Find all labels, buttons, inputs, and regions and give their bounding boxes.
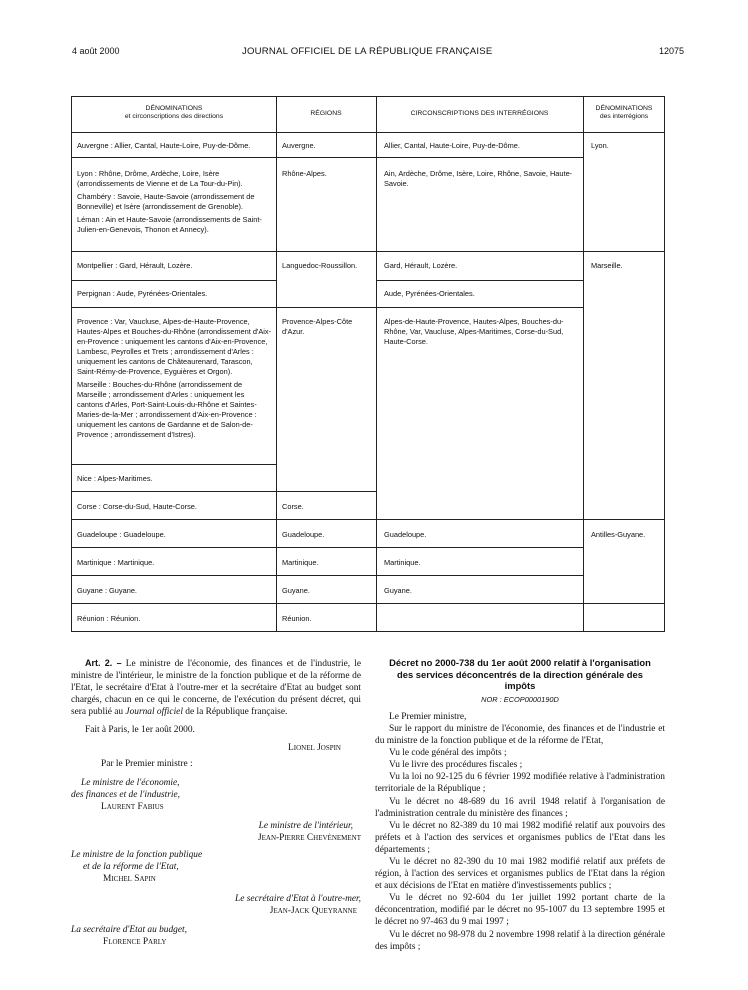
circ-aude: Aude, Pyrénées-Orientales.: [384, 289, 475, 298]
interregion-lyon: Lyon.: [591, 141, 609, 150]
row-divider: [72, 603, 664, 604]
decree-title: Décret no 2000-738 du 1er août 2000 relatif à l'organisation des services déconcentrés de la direction générale des impôts: [389, 657, 651, 692]
region-guyane: Guyane.: [282, 586, 310, 595]
visa-decret-92-604: Vu le décret no 92-604 du 1er juillet 1992 portant charte de la déconcentration, modifié par le décret no 95-1007 du 13 septembre 1995 et le décret no 97-463 du 9 mai 1997 ;: [375, 893, 665, 928]
circ-guyane: Guyane.: [384, 586, 412, 595]
right-column: [375, 657, 665, 953]
ministre-economie-line1: Le ministre de l'économie,: [81, 777, 180, 788]
cell-guadeloupe: Guadeloupe : Guadeloupe.: [77, 530, 166, 539]
circ-paca: Alpes-de-Haute-Provence, Hautes-Alpes, Bouches-du-Rhône, Var, Vaucluse, Alpes-Maritimes, Corse-du-Sud, Haute-Corse.: [384, 317, 564, 346]
signature-queyranne: Jean-Jack Queyranne: [269, 905, 357, 916]
row-divider: [72, 132, 664, 133]
column-divider: [276, 97, 277, 631]
decree-nor: NOR : ECOP0000190D: [481, 694, 559, 704]
header-title: JOURNAL OFFICIEL DE LA RÉPUBLIQUE FRANÇAISE: [242, 46, 493, 57]
cell-leman: Léman : Ain et Haute-Savoie (arrondissements de Saint-Julien-en-Genevois, Thonon et Annecy).: [77, 215, 262, 234]
interregion-marseille: Marseille.: [591, 261, 623, 270]
interregion-antilles-guyane: Antilles-Guyane.: [591, 530, 646, 539]
left-column: [71, 657, 361, 948]
header-page-number: 12075: [658, 46, 684, 56]
ministre-fonction-publique-line2: et de la réforme de l'Etat,: [83, 862, 179, 873]
visa-decret-98-978: Vu le décret no 98-978 du 2 novembre 1998 relatif à la direction générale des impôts ;: [375, 929, 665, 952]
running-header: [72, 46, 684, 60]
ministre-interieur: Le ministre de l'intérieur,: [258, 821, 353, 832]
circ-guadeloupe: Guadeloupe.: [384, 530, 427, 539]
visa-decret-48-689: Vu le décret no 48-689 du 16 avril 1948 relatif à l'organisation de l'administration centrale du ministère des finances ;: [375, 796, 665, 819]
circ-gard: Gard, Hérault, Lozère.: [384, 261, 458, 270]
cell-perpignan: Perpignan : Aude, Pyrénées-Orientales.: [77, 289, 208, 298]
signature-jospin: Lionel Jospin: [288, 742, 341, 753]
cell-reunion: Réunion : Réunion.: [77, 614, 141, 623]
row-divider: [72, 280, 276, 281]
cell-provence: Provence : Var, Vaucluse, Alpes-de-Haute-Provence, Hautes-Alpes et Bouches-du-Rhône (arrondissement d'Aix-en-Provence : uniquement les cantons d'Aix-en-Provence, Lambesc, Peyrolles et Trets ; arrondissement d'Arles : uniquement les cantons de Châteaurenard, Tarascon, Saint-Rémy-de-Provence, Eyguières et Orgon).: [77, 317, 272, 376]
header-regions: RÉGIONS: [310, 110, 342, 117]
cell-lyon-group: [77, 169, 272, 238]
article-2-label: Art. 2. –: [85, 658, 122, 668]
visa-cgi: Vu le code général des impôts ;: [389, 748, 507, 759]
fait-a-paris: Fait à Paris, le 1er août 2000.: [85, 725, 195, 736]
cell-chambery: Chambéry : Savoie, Haute-Savoie (arrondissement de Bonneville) et Isère (arrondissement de Grenoble).: [77, 192, 255, 211]
article-2-text: Le ministre de l'économie, des finances et de l'industrie, le ministre de l'intérieur, le ministre de la fonction publique et de la réforme de l'Etat, le secrétaire d'Etat à l'outre-mer et la secrétaire d'Etat au budget sont chargés, chacun en ce qui le concerne, de l'exécution du présent décret, qui sera publié au: [71, 659, 362, 718]
visa-decret-82-390: Vu le décret no 82-390 du 10 mai 1982 modifié relatif aux préfets de région, à l'action des services et organismes publics de l'Etat dans la région et aux décisions de l'Etat en matière d'investissements publics ;: [375, 857, 665, 892]
cell-nice: Nice : Alpes-Maritimes.: [77, 474, 153, 483]
circ-auvergne: Allier, Cantal, Haute-Loire, Puy-de-Dôme.: [384, 141, 520, 150]
region-rhone-alpes: Rhône-Alpes.: [282, 169, 327, 178]
region-paca: Provence-Alpes-Côte d'Azur.: [282, 317, 353, 336]
cell-marseille: Marseille : Bouches-du-Rhône (arrondissement de Marseille ; arrondissement d'Arles : uniquement les cantons d'Arles, Port-Saint-Louis-du-Rhône et Saintes-Maries-de-la-Mer ; arrondissement d'Aix-en-Provence : uniquement les cantons de Gardanne et de Salon-de-Provence ; arrondissement d'Istres).: [77, 380, 257, 439]
row-divider: [72, 575, 583, 576]
region-auvergne: Auvergne.: [282, 141, 316, 150]
premier-ministre: Le Premier ministre,: [389, 711, 467, 722]
par-le-premier-ministre: Par le Premier ministre :: [101, 758, 193, 769]
visa-rapport: Sur le rapport du ministre de l'économie, des finances et de l'industrie et du ministre de la fonction publique et de la réforme de l'Etat,: [375, 723, 665, 747]
article-2-end: de la République française.: [185, 707, 288, 718]
visa-loi-92-125: Vu la loi no 92-125 du 6 février 1992 modifiée relative à l'administration territoriale de la République ;: [375, 772, 665, 795]
signature-fabius: Laurent Fabius: [101, 801, 164, 812]
cell-auvergne: Auvergne : Allier, Cantal, Haute-Loire, Puy-de-Dôme.: [77, 141, 251, 150]
region-languedoc: Languedoc-Roussillon.: [282, 261, 358, 270]
secretaire-budget: La secrétaire d'Etat au budget,: [71, 924, 187, 935]
header-denominations-directions: DÉNOMINATIONS et circonscriptions des directions: [124, 105, 224, 120]
region-corse: Corse.: [282, 502, 304, 511]
signature-parly: Florence Parly: [103, 936, 167, 947]
row-divider: [72, 491, 376, 492]
circ-rhone-alpes: Ain, Ardèche, Drôme, Isère, Loire, Rhône, Savoie, Haute-Savoie.: [384, 169, 573, 188]
article-2: [71, 657, 361, 718]
row-divider: [72, 307, 583, 308]
cell-guyane: Guyane : Guyane.: [77, 586, 137, 595]
region-guadeloupe: Guadeloupe.: [282, 530, 325, 539]
row-divider: [72, 519, 664, 520]
cell-corse: Corse : Corse-du-Sud, Haute-Corse.: [77, 502, 197, 511]
visa-decret-82-389: Vu le décret no 82-389 du 10 mai 1982 modifié relatif aux pouvoirs des préfets et à l'action des services et organismes publics de l'Etat dans les départements ;: [375, 820, 665, 855]
circ-martinique: Martinique.: [384, 558, 421, 567]
row-divider: [72, 547, 583, 548]
cell-martinique: Martinique : Martinique.: [77, 558, 155, 567]
row-divider: [72, 251, 664, 252]
visa-lpf: Vu le livre des procédures fiscales ;: [389, 760, 523, 771]
row-divider: [376, 280, 583, 281]
cell-montpellier: Montpellier : Gard, Hérault, Lozère.: [77, 261, 193, 270]
header-circonscriptions: CIRCONSCRIPTIONS DES INTERRÉGIONS: [410, 110, 549, 117]
column-divider: [376, 97, 377, 631]
row-divider: [72, 464, 276, 465]
cell-provence-group: [77, 317, 272, 443]
region-martinique: Martinique.: [282, 558, 319, 567]
directions-table: [71, 96, 665, 632]
signature-chevenement: Jean-Pierre Chevènement: [257, 833, 361, 844]
region-reunion: Réunion.: [282, 614, 312, 623]
row-divider: [72, 157, 583, 158]
column-divider: [583, 97, 584, 631]
secretaire-outre-mer: Le secrétaire d'Etat à l'outre-mer,: [235, 893, 361, 904]
article-2-jo: Journal officiel: [125, 707, 183, 718]
header-date: 4 août 2000: [72, 46, 120, 56]
header-denominations-interregions: DÉNOMINATIONS des interrégions: [595, 105, 653, 120]
ministre-economie-line2: des finances et de l'industrie,: [71, 789, 181, 800]
ministre-fonction-publique-line1: Le ministre de la fonction publique: [71, 850, 203, 861]
cell-lyon: Lyon : Rhône, Drôme, Ardèche, Loire, Isère (arrondissements de Vienne et de La Tour-du-Pin).: [77, 169, 243, 188]
signature-sapin: Michel Sapin: [103, 874, 156, 885]
